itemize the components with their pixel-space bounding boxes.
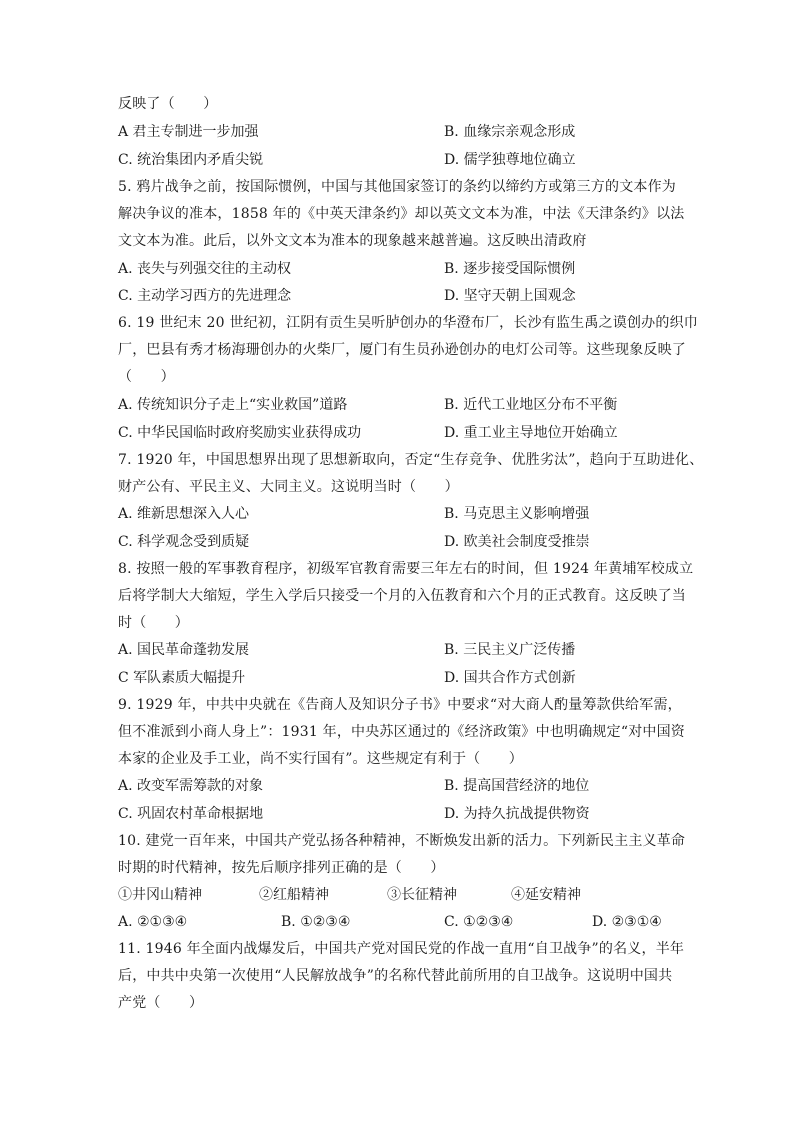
q7-option-d: D. 欧美社会制度受推崇 bbox=[444, 534, 590, 550]
q11-line-2: 后，中共中央第一次使用“人民解放战争”的名称代替此前所用的自卫战争。这说明中国共 bbox=[118, 968, 673, 984]
q10-item-3: ③长征精神 bbox=[387, 887, 457, 903]
q9-option-c: C. 巩固农村革命根据地 bbox=[118, 806, 264, 822]
q6-option-a: A. 传统知识分子走上“实业救国”道路 bbox=[118, 397, 348, 413]
q10-option-a: A. ②①③④ bbox=[118, 914, 188, 930]
q6-option-c: C. 中华民国临时政府奖励实业获得成功 bbox=[118, 425, 362, 441]
q7-line-1: 7. 1920 年，中国思想界出现了思想新取向，否定“生存竞争、优胜劣汰”，趋向于互助进化、 bbox=[118, 452, 704, 468]
q5-option-b: B. 逐步接受国际惯例 bbox=[444, 261, 576, 277]
q8-line-2: 后将学制大大缩短，学生入学后只接受一个月的入伍教育和六个月的正式教育。这反映了当 bbox=[118, 588, 686, 604]
q7-option-a: A. 维新思想深入人心 bbox=[118, 506, 250, 522]
q5-option-c: C. 主动学习西方的先进理念 bbox=[118, 288, 292, 304]
q8-line-3: 时（ ） bbox=[118, 615, 189, 631]
q10-item-4: ④延安精神 bbox=[511, 887, 581, 903]
q9-line-3: 本家的企业及手工业，尚不实行国有”。这些规定有利于（ ） bbox=[118, 751, 523, 767]
q9-option-d: D. 为持久抗战提供物资 bbox=[444, 806, 590, 822]
q10-line-1: 10. 建党一百年来，中国共产党弘扬各种精神，不断焕发出新的活力。下列新民主主义革命 bbox=[118, 833, 686, 849]
q10-option-b: B. ①②③④ bbox=[281, 914, 351, 930]
q5-line-1: 5. 鸦片战争之前，按国际惯例，中国与其他国家签订的条约以缔约方或第三方的文本作为 bbox=[118, 179, 677, 195]
q6-option-b: B. 近代工业地区分布不平衡 bbox=[444, 397, 618, 413]
q7-option-b: B. 马克思主义影响增强 bbox=[444, 506, 590, 522]
q8-option-c: C 军队素质大幅提升 bbox=[118, 670, 246, 686]
q6-line-3: （ ） bbox=[118, 369, 175, 385]
q10-line-2: 时期的时代精神，按先后顺序排列正确的是（ ） bbox=[118, 860, 445, 876]
q4-option-d: D. 儒学独尊地位确立 bbox=[444, 152, 576, 168]
q4-option-a: A 君主专制进一步加强 bbox=[118, 124, 259, 140]
q10-item-1: ①井冈山精神 bbox=[118, 887, 202, 903]
q6-option-d: D. 重工业主导地位开始确立 bbox=[444, 425, 618, 441]
q9-option-a: A. 改变军需筹款的对象 bbox=[118, 778, 264, 794]
q5-line-3: 文文本为准。此后，以外文文本为准本的现象越来越普遍。这反映出清政府 bbox=[118, 233, 587, 249]
q5-line-2: 解决争议的准本，1858 年的《中英天津条约》却以英文文本为准，中法《天津条约》以法 bbox=[118, 206, 685, 222]
q8-line-1: 8. 按照一般的军事教育程序，初级军官教育需要三年左右的时间，但 1924 年黄埔军校成立 bbox=[118, 561, 694, 577]
q8-option-b: B. 三民主义广泛传播 bbox=[444, 642, 576, 658]
q4-stem-end: 反映了（ ） bbox=[118, 96, 218, 112]
q6-line-2: 厂，巴县有秀才杨海珊创办的火柴厂，厦门有生员孙逊创办的电灯公司等。这些现象反映了 bbox=[118, 342, 686, 358]
q11-line-3: 产党（ ） bbox=[118, 995, 204, 1011]
q11-line-1: 11. 1946 年全面内战爆发后，中国共产党对国民党的作战一直用“自卫战争”的名义，半年 bbox=[118, 941, 685, 957]
q4-option-b: B. 血缘宗亲观念形成 bbox=[444, 124, 576, 140]
q7-line-2: 财产公有、平民主义、大同主义。这说明当时（ ） bbox=[118, 479, 459, 495]
q8-option-a: A. 国民革命蓬勃发展 bbox=[118, 642, 250, 658]
q10-item-2: ②红船精神 bbox=[259, 887, 329, 903]
q6-line-1: 6. 19 世纪末 20 世纪初，江阴有贡生吴听胪创办的华澄布厂，长沙有监生禹之谟创办的织巾 bbox=[118, 315, 698, 331]
q9-line-2: 但不准派到小商人身上”：1931 年，中央苏区通过的《经济政策》中也明确规定“对中国资 bbox=[118, 724, 685, 740]
q9-line-1: 9. 1929 年，中共中央就在《告商人及知识分子书》中要求“对大商人酌量筹款供给军需， bbox=[118, 697, 682, 713]
q5-option-a: A. 丧失与列强交往的主动权 bbox=[118, 261, 292, 277]
q7-option-c: C. 科学观念受到质疑 bbox=[118, 534, 250, 550]
q5-option-d: D. 坚守天朝上国观念 bbox=[444, 288, 576, 304]
q4-option-c: C. 统治集团内矛盾尖锐 bbox=[118, 152, 264, 168]
q10-option-d: D. ②③①④ bbox=[592, 914, 662, 930]
q8-option-d: D. 国共合作方式创新 bbox=[444, 670, 576, 686]
q9-option-b: B. 提高国营经济的地位 bbox=[444, 778, 590, 794]
q10-option-c: C. ①②③④ bbox=[444, 914, 514, 930]
